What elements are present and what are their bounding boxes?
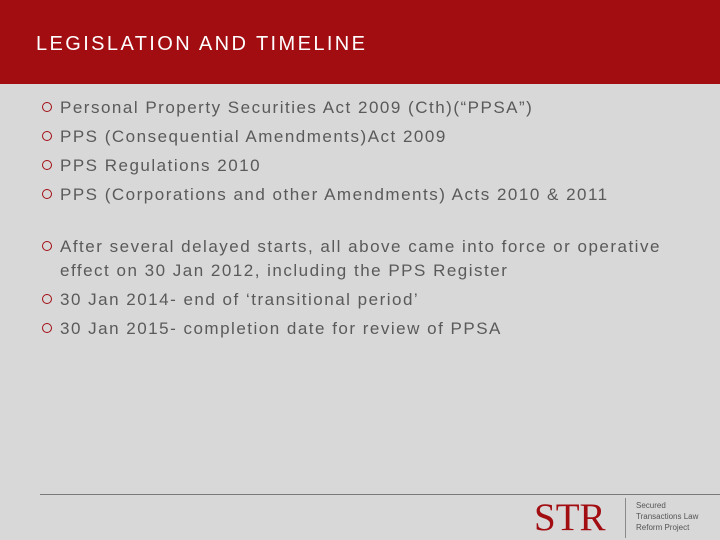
slide-title: LEGISLATION AND TIMELINE (36, 33, 368, 55)
title-bar (0, 0, 720, 84)
bullet-text: PPS (Consequential Amendments)Act 2009 (60, 127, 447, 146)
circle-bullet-icon (42, 189, 52, 199)
bullet-text: 30 Jan 2015- completion date for review of PPSA (60, 319, 502, 338)
circle-bullet-icon (42, 241, 52, 251)
circle-bullet-icon (42, 323, 52, 333)
logo-line: Secured (636, 501, 666, 510)
bullet-item (42, 154, 702, 178)
bullet-item (42, 125, 702, 149)
circle-bullet-icon (42, 102, 52, 112)
bullet-text: 30 Jan 2014- end of ‘transitional period’ (60, 290, 420, 309)
bullet-text: PPS (Corporations and other Amendments) Acts 2010 & 2011 (60, 185, 609, 204)
str-logo (532, 496, 720, 540)
circle-bullet-icon (42, 160, 52, 170)
bullet-text: PPS Regulations 2010 (60, 156, 262, 175)
bullet-item (42, 235, 702, 283)
logo-caption (636, 500, 698, 533)
bullet-item (42, 288, 702, 312)
logo-line: Reform Project (636, 523, 690, 532)
bullet-text: After several delayed starts, all above came into force or operative effect on 30 Jan 2012, including the PPS Register (60, 237, 661, 280)
circle-bullet-icon (42, 131, 52, 141)
logo-divider (625, 498, 626, 538)
bullet-text: Personal Property Securities Act 2009 (Cth)(“PPSA”) (60, 98, 534, 117)
footer-divider (40, 494, 720, 495)
bullet-item (42, 96, 702, 120)
bullet-item (42, 183, 702, 207)
spacer (42, 212, 702, 235)
logo-mark: STR (534, 496, 606, 539)
circle-bullet-icon (42, 294, 52, 304)
logo-line: Transactions Law (636, 512, 699, 521)
bullet-list (42, 96, 702, 346)
bullet-item (42, 317, 702, 341)
